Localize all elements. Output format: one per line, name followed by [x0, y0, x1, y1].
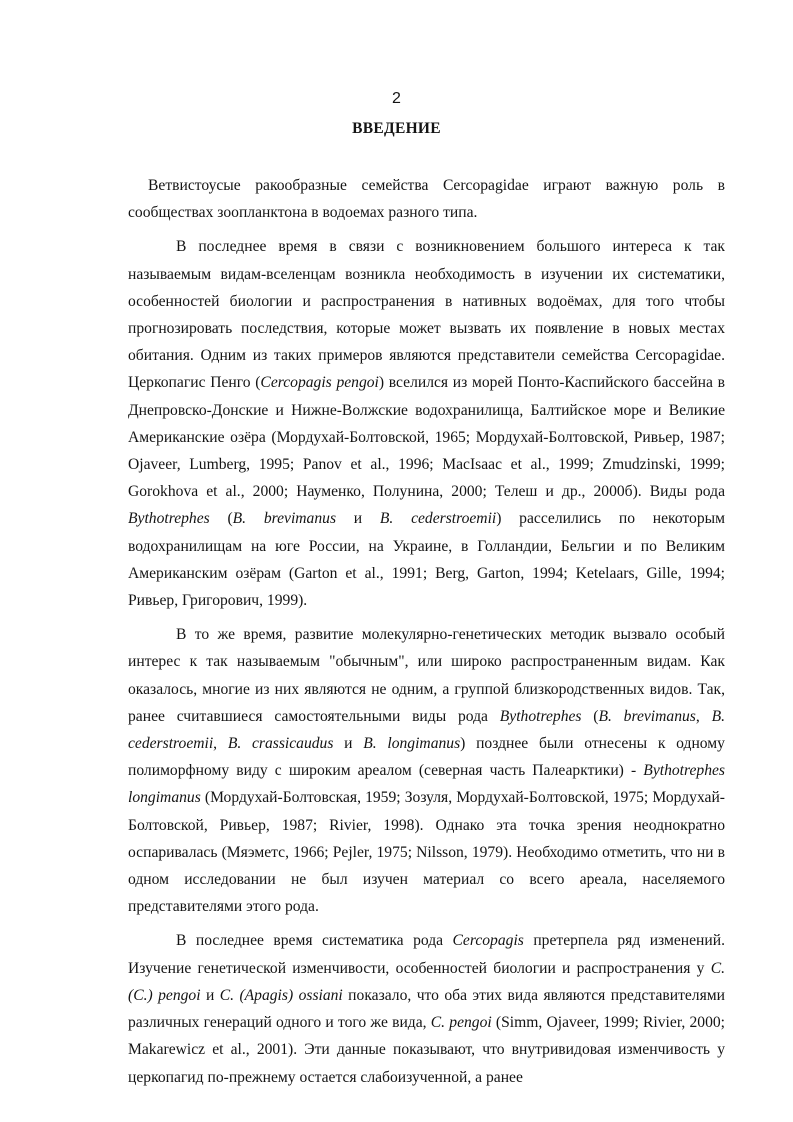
species-name: B. cederstroemii	[128, 707, 726, 753]
paragraph-4	[128, 927, 725, 1090]
text-segment: и	[200, 986, 220, 1004]
text-segment: (	[209, 510, 233, 528]
text-segment: Ветвистоусые ракообразные семейства Cercopagidae играют важную роль в сообществах зоопланктона в водоемах разного типа.	[128, 177, 725, 222]
species-name: C. (Apagis) ossiani	[219, 986, 343, 1004]
species-name: B. longimanus	[363, 735, 461, 753]
species-name: B. brevimanus	[232, 510, 337, 528]
text-segment: ) вселился из морей Понто-Каспийского бассейна в Днепровско-Донские и Нижне-Волжские водохранилища, Балтийское море и Великие Американские озёра (Мордухай-Болтовской, 1965; Мордухай-Болтовской, Ривьер, 1987; Ojaveer, Lumberg, 1995; Panov et al., 1996; MacIsaac et al., 1999; Zmudzinski, 1999; Gorokhova et al., 2000; Науменко, Полунина, 2000; Телеш и др., 2000б). Виды рода	[128, 374, 725, 501]
text-segment: В то же время, развитие молекулярно-генетических методик вызвало особый интерес к так называемым "обычным", или широко распространенным видам. Как оказалось, многие из них являются не одним, а группой близкородственных видов. Так, ранее считавшиеся самостоятельными виды рода	[128, 626, 725, 725]
paragraph-3	[128, 621, 725, 920]
genus-name: Bythotrephes	[128, 510, 210, 528]
text-segment: и	[336, 510, 380, 528]
species-name: B. brevimanus	[598, 707, 696, 725]
species-name: Bythotrephes longimanus	[128, 762, 725, 807]
species-name: C. pengoi	[430, 1014, 492, 1032]
species-name: B. cederstroemii	[379, 510, 497, 528]
text-segment: (Мордухай-Болтовская, 1959; Зозуля, Мордухай-Болтовской, 1975; Мордухай-Болтовской, Ривьер, 1987; Rivier, 1998). Однако эта точка зрения неоднократно оспаривалась (Мяэметс, 1966; Pejler, 1975; Nilsson, 1979). Необходимо отметить, что ни в одном исследовании не был изучен материал со всего ареала, населяемого представителями этого рода.	[128, 789, 725, 916]
paragraph-2	[128, 233, 725, 614]
page-number: 2	[392, 90, 401, 107]
genus-name: Bythotrephes	[499, 707, 582, 725]
text-segment: и	[333, 735, 364, 753]
paragraph-1	[128, 172, 725, 226]
text-segment: (Simm, Ojaveer, 1999; Rivier, 2000; Makarewicz et al., 2001). Эти данные показывают, что внутривидовая изменчивость у церкопагид по-прежнему остается слабоизученной, а ранее	[128, 1014, 726, 1086]
text-segment: претерпела ряд изменений. Изучение генетической изменчивости, особенностей биологии и распространения у	[128, 932, 725, 977]
text-segment: показало, что оба этих вида являются представителями различных генераций одного и того же вида,	[128, 986, 725, 1032]
text-segment: (	[581, 707, 599, 725]
text-segment: ) позднее были отнесены к одному полиморфному виду с широким ареалом (северная часть Палеарктики) -	[128, 735, 725, 780]
species-name: C. (C.) pengoi	[128, 959, 725, 1004]
text-segment: ,	[695, 707, 712, 725]
text-segment: В последнее время в связи с возникновением большого интереса к так называемым видам-вселенцам возникла необходимость в изучении их систематики, особенностей биологии и распространения в нативных водоёмах, для того чтобы прогнозировать последствия, которые может вызвать их появление в новых местах обитания. Одним из таких примеров являются представители семейства Cercopagidae. Церкопагис Пенго (	[128, 238, 725, 392]
text-segment: ,	[213, 735, 228, 753]
genus-name: Cercopagis	[452, 932, 524, 950]
body-text	[128, 172, 725, 1091]
species-name: Cercopagis pengoi	[260, 374, 379, 392]
species-name: B. crassicaudus	[227, 735, 334, 753]
text-segment: ) расселились по некоторым водохранилищам на юге России, на Украине, в Голландии, Бельгии и по Великим Американским озёрам (Garton et al., 1991; Berg, Garton, 1994; Ketelaars, Gille, 1994; Ривьер, Григорович, 1999).	[128, 510, 725, 610]
text-segment: В последнее время систематика рода	[176, 932, 453, 950]
section-heading: ВВЕДЕНИЕ	[352, 120, 441, 137]
